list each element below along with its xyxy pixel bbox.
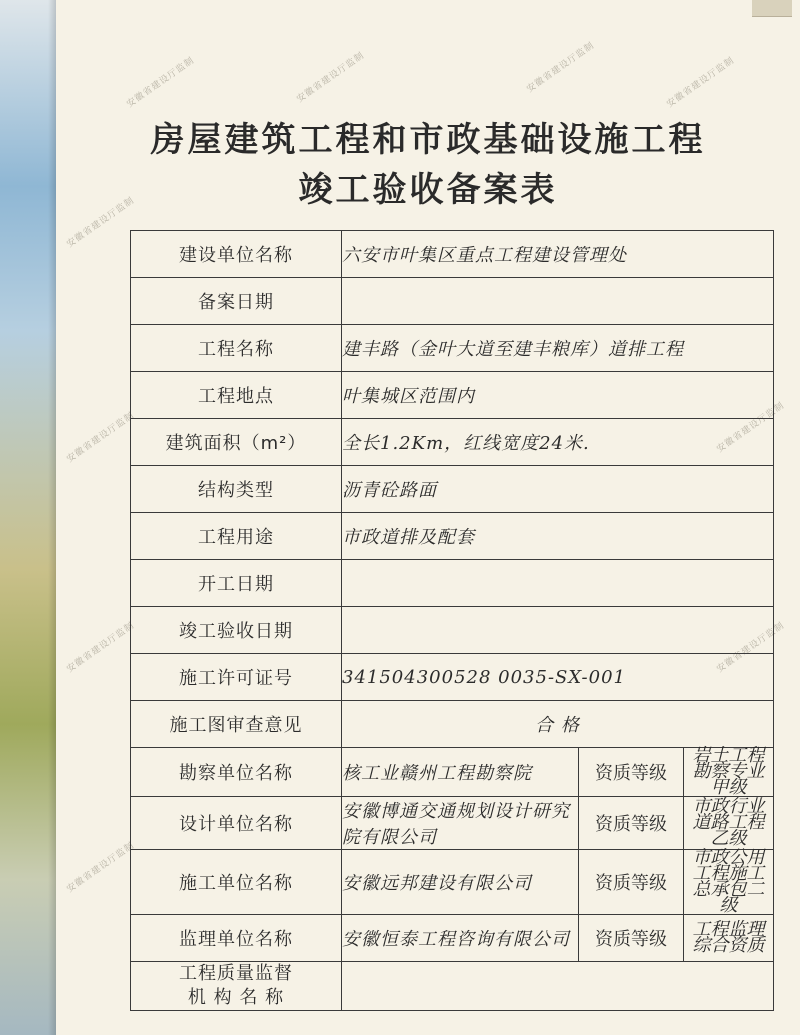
field-value: 安徽恒泰工程咨询有限公司 bbox=[342, 915, 579, 962]
field-value: 安徽远邦建设有限公司 bbox=[342, 850, 579, 915]
field-value bbox=[342, 560, 774, 607]
field-value: 安徽博通交通规划设计研究院有限公司 bbox=[342, 797, 579, 850]
field-label: 建设单位名称 bbox=[131, 231, 342, 278]
document-title: 房屋建筑工程和市政基础设施工程 bbox=[150, 120, 706, 160]
table-row bbox=[131, 915, 774, 962]
field-label: 工程名称 bbox=[131, 325, 342, 372]
field-label: 建筑面积（m²） bbox=[131, 419, 342, 466]
watermark: 安徽省建设厅监制 bbox=[65, 840, 137, 895]
binder-clip bbox=[752, 0, 792, 17]
table-row bbox=[131, 797, 774, 850]
watermark: 安徽省建设厅监制 bbox=[65, 195, 137, 250]
grade-label: 资质等级 bbox=[579, 797, 684, 850]
field-label: 施工图审查意见 bbox=[131, 701, 342, 748]
field-label: 结构类型 bbox=[131, 466, 342, 513]
table-row bbox=[131, 654, 774, 701]
field-value: 341504300528 0035-SX-001 bbox=[342, 654, 774, 701]
table-row bbox=[131, 278, 774, 325]
field-value: 市政道排及配套 bbox=[342, 513, 774, 560]
watermark: 安徽省建设厅监制 bbox=[715, 620, 787, 675]
field-value bbox=[342, 962, 774, 1011]
table-row bbox=[131, 466, 774, 513]
field-value: 合 格 bbox=[342, 701, 774, 748]
table-row bbox=[131, 607, 774, 654]
watermark: 安徽省建设厅监制 bbox=[715, 400, 787, 455]
field-label: 施工许可证号 bbox=[131, 654, 342, 701]
field-value: 叶集城区范围内 bbox=[342, 372, 774, 419]
record-table bbox=[130, 230, 774, 1011]
table-row bbox=[131, 513, 774, 560]
field-value bbox=[342, 278, 774, 325]
scan-background-strip bbox=[0, 0, 56, 1035]
field-label-line: 机 构 名 称 bbox=[187, 987, 285, 1008]
field-value: 六安市叶集区重点工程建设管理处 bbox=[342, 231, 774, 278]
field-label: 备案日期 bbox=[131, 278, 342, 325]
field-value: 建丰路（金叶大道至建丰粮库）道排工程 bbox=[342, 325, 774, 372]
grade-value: 工程监理综合资质 bbox=[684, 915, 774, 962]
watermark: 安徽省建设厅监制 bbox=[65, 410, 137, 465]
field-label-line: 工程质量监督 bbox=[179, 963, 293, 984]
table-row bbox=[131, 372, 774, 419]
watermark: 安徽省建设厅监制 bbox=[65, 620, 137, 675]
field-value: 核工业赣州工程勘察院 bbox=[342, 748, 579, 797]
field-label: 勘察单位名称 bbox=[131, 748, 342, 797]
watermark: 安徽省建设厅监制 bbox=[295, 50, 367, 105]
watermark: 安徽省建设厅监制 bbox=[525, 40, 597, 95]
table-row bbox=[131, 560, 774, 607]
field-label: 设计单位名称 bbox=[131, 797, 342, 850]
table-row bbox=[131, 748, 774, 797]
field-value: 全长1.2Km，红线宽度24米. bbox=[342, 419, 774, 466]
field-value bbox=[342, 607, 774, 654]
watermark: 安徽省建设厅监制 bbox=[665, 55, 737, 110]
document-subtitle: 竣工验收备案表 bbox=[298, 170, 558, 210]
table-row bbox=[131, 325, 774, 372]
table-row bbox=[131, 419, 774, 466]
field-label: 开工日期 bbox=[131, 560, 342, 607]
field-label: 工程地点 bbox=[131, 372, 342, 419]
field-label: 施工单位名称 bbox=[131, 850, 342, 915]
grade-value: 市政公用工程施工总承包二级 bbox=[684, 850, 774, 915]
grade-label: 资质等级 bbox=[579, 748, 684, 797]
field-label: 监理单位名称 bbox=[131, 915, 342, 962]
table-row bbox=[131, 962, 774, 1011]
grade-value: 岩土工程勘察专业 甲级 bbox=[684, 748, 774, 797]
grade-value: 市政行业道路工程乙级 bbox=[684, 797, 774, 850]
table-row bbox=[131, 850, 774, 915]
field-label: 工程用途 bbox=[131, 513, 342, 560]
table-row bbox=[131, 701, 774, 748]
field-value: 沥青砼路面 bbox=[342, 466, 774, 513]
watermark: 安徽省建设厅监制 bbox=[125, 55, 197, 110]
field-label: 竣工验收日期 bbox=[131, 607, 342, 654]
grade-label: 资质等级 bbox=[579, 850, 684, 915]
grade-label: 资质等级 bbox=[579, 915, 684, 962]
table-row bbox=[131, 231, 774, 278]
field-label bbox=[131, 962, 342, 1011]
